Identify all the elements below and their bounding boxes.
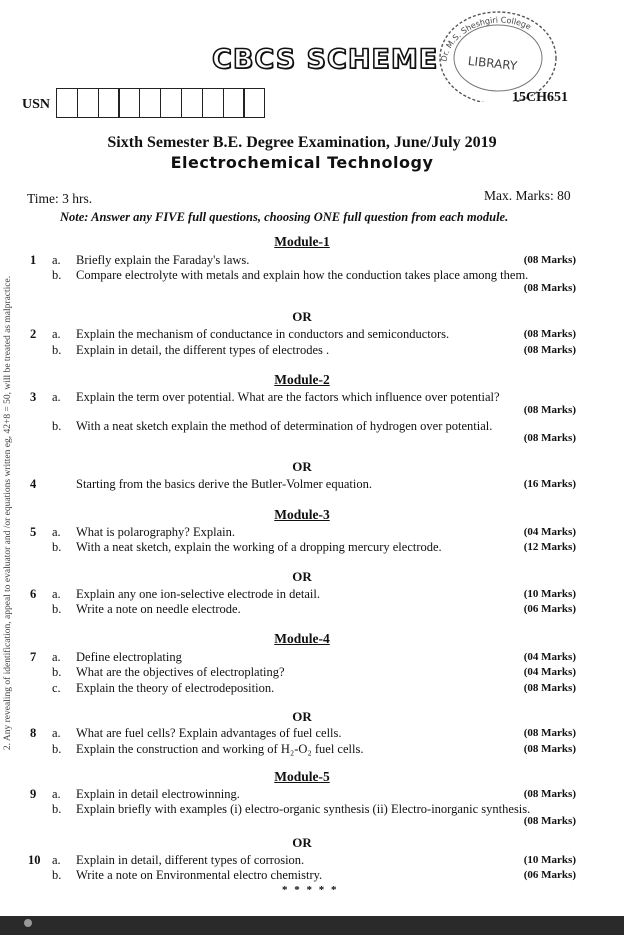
question-part-label: a. [52,650,61,664]
module-heading: Module-2 [274,372,330,387]
question-text: Explain briefly with examples (i) electro-organic synthesis (ii) Electro-inorganic synthesis. [76,802,531,816]
exam-title: Sixth Semester B.E. Degree Examination, June/July 2019 [107,134,497,151]
usn-box [118,88,140,118]
question-part-label: a. [52,726,61,740]
question-marks: (04 Marks) [523,666,576,678]
max-marks: Max. Marks: 80 [484,188,571,203]
question-part-label: a. [52,587,61,601]
question-marks: (16 Marks) [523,478,576,490]
question-part-label: b. [52,602,62,616]
question-text: Write a note on needle electrode. [76,602,241,616]
instructions-note: Note: Answer any FIVE full questions, choosing ONE full question from each module. [60,210,509,224]
margin-note: 2. Any revealing of identification, appeal to evaluator and /or equations written eg, 42+8 = 50, will be treated as malpractice. [3,275,13,751]
question-number: 10 [28,853,41,867]
question-marks: (08 Marks) [523,404,576,416]
question-marks: (08 Marks) [523,788,576,800]
question-number: 2 [30,327,37,341]
question-marks: (08 Marks) [523,432,576,444]
module-heading: Module-3 [274,507,330,522]
question-marks: (06 Marks) [523,603,576,615]
question-marks: (08 Marks) [523,682,576,694]
question-part-label: b. [52,802,62,816]
question-part-label: b. [52,540,62,554]
question-part-label: a. [52,327,61,341]
question-text: What are the objectives of electroplating? [76,665,285,679]
usn-box [181,88,203,118]
or-separator: OR [292,309,312,324]
question-part-label: b. [52,268,62,282]
question-text: Explain in detail, the different types of electrodes . [76,343,330,357]
question-number: 4 [30,477,37,491]
question-text: Starting from the basics derive the Butler-Volmer equation. [76,477,372,491]
or-separator: OR [292,569,312,584]
usn-box [243,88,265,118]
question-text: What are fuel cells? Explain advantages of fuel cells. [76,726,342,740]
stamp-library-text: LIBRARY [467,53,518,73]
question-part-label: b. [52,868,62,882]
or-separator: OR [292,835,312,850]
question-marks: (12 Marks) [523,541,576,553]
question-marks: (08 Marks) [523,328,576,340]
question-part-label: a. [52,390,61,404]
question-text: Briefly explain the Faraday's laws. [76,253,250,267]
stamp-ring-text: Dr. M.S. Sheshgiri College [439,15,533,63]
question-part-label: b. [52,742,62,756]
question-part-label: a. [52,253,61,267]
library-stamp-icon [432,2,562,102]
question-marks: (04 Marks) [523,651,576,663]
or-separator: OR [292,459,312,474]
question-text: Explain the term over potential. What are the factors which influence over potential? [76,390,500,404]
end-marker: * * * * * [282,884,339,896]
question-marks: (08 Marks) [523,743,576,755]
question-marks: (08 Marks) [523,727,576,739]
question-marks: (08 Marks) [523,815,576,827]
usn-box [202,88,224,118]
scan-dot-icon [24,919,32,927]
usn-box [77,88,99,118]
question-text: Explain in detail, different types of corrosion. [76,853,305,867]
question-text: With a neat sketch explain the method of determination of hydrogen over potential. [76,419,493,433]
question-number: 8 [30,726,37,740]
question-marks: (06 Marks) [523,869,576,881]
question-marks: (08 Marks) [523,344,576,356]
question-part-label: a. [52,787,61,801]
question-marks: (10 Marks) [523,588,576,600]
question-text: With a neat sketch, explain the working of a dropping mercury electrode. [76,540,442,554]
question-number: 3 [30,390,37,404]
question-text: Define electroplating [76,650,182,664]
usn-box [98,88,120,118]
question-part-label: a. [52,525,61,539]
time-allowed: Time: 3 hrs. [27,191,93,206]
question-text: Explain the mechanism of conductance in conductors and semiconductors. [76,327,450,341]
question-number: 1 [30,253,37,267]
usn-box [160,88,182,118]
question-text: What is polarography? Explain. [76,525,235,539]
question-part-label: c. [52,681,61,695]
scheme-title: CBCS SCHEME [212,44,439,75]
question-text: Explain any one ion-selective electrode in detail. [76,587,321,601]
question-marks: (04 Marks) [523,526,576,538]
question-number: 9 [30,787,37,801]
question-text: Explain in detail electrowinning. [76,787,240,801]
or-separator: OR [292,709,312,724]
question-text: Explain the theory of electrodeposition. [76,681,275,695]
question-text: Write a note on Environmental electro chemistry. [76,868,323,882]
usn-label: USN [22,97,51,112]
subject-title: Electrochemical Technology [170,153,434,172]
module-heading: Module-1 [274,234,330,249]
question-number: 6 [30,587,37,601]
usn-box [223,88,245,118]
module-heading: Module-5 [274,769,330,784]
question-part-label: b. [52,343,62,357]
usn-boxes [56,88,264,118]
subject-code: 15CH651 [512,90,568,105]
question-text: Explain the construction and working of H₂-O₂ fuel cells. [76,742,364,756]
module-heading: Module-4 [274,631,330,646]
usn-box [139,88,161,118]
usn-box [56,88,78,118]
question-part-label: b. [52,419,62,433]
question-marks: (10 Marks) [523,854,576,866]
question-marks: (08 Marks) [523,254,576,266]
question-number: 7 [30,650,37,664]
question-text: Compare electrolyte with metals and explain how the conduction takes place among them. [76,268,529,282]
scan-bottom-edge [0,916,624,935]
question-marks: (08 Marks) [523,282,576,294]
question-number: 5 [30,525,37,539]
question-part-label: a. [52,853,61,867]
question-part-label: b. [52,665,62,679]
